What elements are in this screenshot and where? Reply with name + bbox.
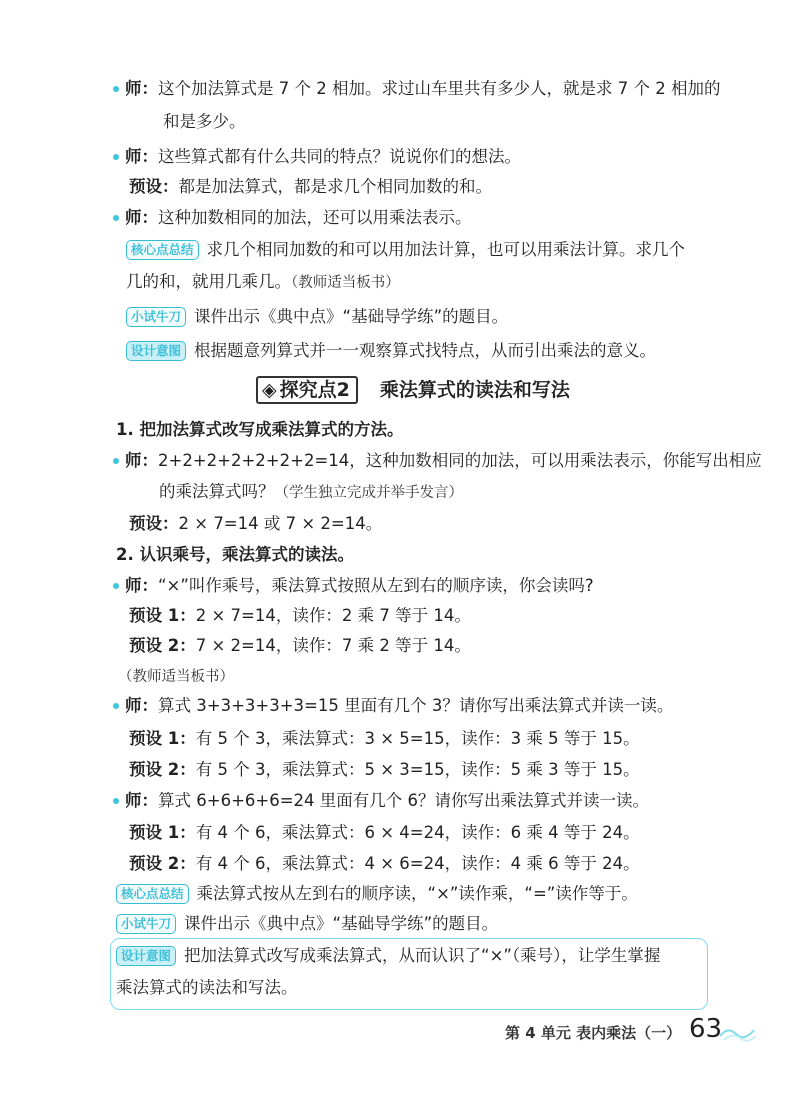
section-title [256,375,570,405]
heading-text: 1. 把加法算式改写成乘法算式的方法。 [116,420,404,439]
line-text: 这个加法算式是 7 个 2 相加。求过山车里共有多少人，就是求 7 个 2 相加的 [158,79,721,98]
line [126,305,508,329]
footer-unit: 第 4 单元 表内乘法（一） [505,1024,682,1042]
line [129,604,471,628]
line [125,145,521,169]
speaker: 师： [125,696,158,715]
line-text: 课件出示《典中点》“基础导学练”的题目。 [184,914,499,933]
line [126,270,400,295]
note: （学生独立完成并举手发言） [274,485,463,501]
line-text: 和是多少。 [163,112,246,131]
line [116,976,298,1000]
line-text: 有 4 个 6，乘法算式：6 × 4=24，读作：6 乘 4 等于 24。 [195,823,640,842]
line [129,512,382,536]
line-text: 都是加法算式，都是求几个相同加数的和。 [178,177,492,196]
line-text: 把加法算式改写成乘法算式，从而认识了“×”（乘号），让学生掌握 [184,946,661,965]
line-text: 这些算式都有什么共同的特点？说说你们的想法。 [158,147,521,166]
line-text: 有 5 个 3，乘法算式：5 × 3=15，读作：5 乘 3 等于 15。 [195,760,640,779]
line [116,944,660,968]
line-text: 几的和，就用几乘几。 [126,272,291,291]
speaker: 预设 2： [129,760,196,779]
speaker: 预设： [129,514,179,533]
line-text: 求几个相同加数的和可以用加法计算，也可以用乘法计算。求几个 [206,240,686,259]
tag-practice: 小试牛刀 [116,914,176,934]
heading [116,543,354,567]
cube-icon: ◈ [262,379,277,401]
line [125,574,594,598]
line [118,664,234,689]
tag-design-intent: 设计意图 [126,341,186,361]
line [129,175,492,199]
line [125,206,472,230]
bullet-icon [113,798,119,804]
section-label-text: 探究点2 [279,379,350,401]
line [116,912,498,936]
tag-design-intent: 设计意图 [116,946,176,966]
line-text: 乘法算式按从左到右的顺序读，“×”读作乘，“=”读作等于。 [196,884,638,903]
speaker: 预设： [129,177,179,196]
line [116,882,638,906]
line [126,238,685,262]
speaker: 预设 1： [129,606,196,625]
note: （教师适当板书） [118,669,234,685]
line-text: 有 5 个 3，乘法算式：3 × 5=15，读作：3 乘 5 等于 15。 [195,729,640,748]
tag-core-summary: 核心点总结 [116,884,189,904]
line-text: 算式 3+3+3+3+3=15 里面有几个 3？请你写出乘法算式并读一读。 [158,696,674,715]
tag-practice: 小试牛刀 [126,307,186,327]
bullet-icon [113,86,119,92]
line [129,634,471,658]
line-text: 算式 6+6+6+6=24 里面有几个 6？请你写出乘法算式并读一读。 [158,791,650,810]
bullet-icon [113,215,119,221]
line-text: 这种加数相同的加法，还可以用乘法表示。 [158,208,472,227]
speaker: 师： [125,451,158,470]
speaker: 预设 2： [129,854,196,873]
line-text: 课件出示《典中点》“基础导学练”的题目。 [194,307,509,326]
bullet-icon [113,583,119,589]
line-text: 乘法算式的读法和写法。 [116,978,298,997]
line [159,480,463,505]
bullet-icon [113,703,119,709]
line [125,449,762,473]
speaker: 预设 1： [129,823,196,842]
speaker: 预设 1： [129,729,196,748]
speaker: 师： [125,576,158,595]
line [129,758,640,782]
section-heading: 乘法算式的读法和写法 [379,379,570,401]
note: （教师适当板书） [291,275,400,291]
section-label [256,376,358,404]
line [125,694,673,718]
line-text: 2+2+2+2+2+2+2=14，这种加数相同的加法，可以用乘法表示，你能写出相应 [158,451,762,470]
heading [116,418,404,442]
line [129,821,640,845]
line-text: 的乘法算式吗？ [159,482,275,501]
bullet-icon [113,154,119,160]
line [129,727,640,751]
line [126,339,656,363]
speaker: 师： [125,147,158,166]
heading-text: 2. 认识乘号，乘法算式的读法。 [116,545,354,564]
tag-core-summary: 核心点总结 [126,240,199,260]
speaker: 预设 2： [129,636,196,655]
line [125,789,649,813]
line-text: 有 4 个 6，乘法算式：4 × 6=24，读作：4 乘 6 等于 24。 [195,854,640,873]
line [129,852,640,876]
page-number: 63 [689,1014,723,1044]
line [125,77,720,101]
line-text: 2 × 7=14，读作：2 乘 7 等于 14。 [195,606,471,625]
speaker: 师： [125,791,158,810]
line-text: 7 × 2=14，读作：7 乘 2 等于 14。 [195,636,471,655]
bullet-icon [113,458,119,464]
line-text: 根据题意列算式并一一观察算式找特点，从而引出乘法的意义。 [194,341,657,360]
wave-decoration-icon [718,1022,758,1042]
line-text: 2 × 7=14 或 7 × 2=14。 [178,514,383,533]
speaker: 师： [125,79,158,98]
line [163,110,246,134]
line-text: “×”叫作乘号，乘法算式按照从左到右的顺序读，你会读吗? [158,576,594,595]
speaker: 师： [125,208,158,227]
